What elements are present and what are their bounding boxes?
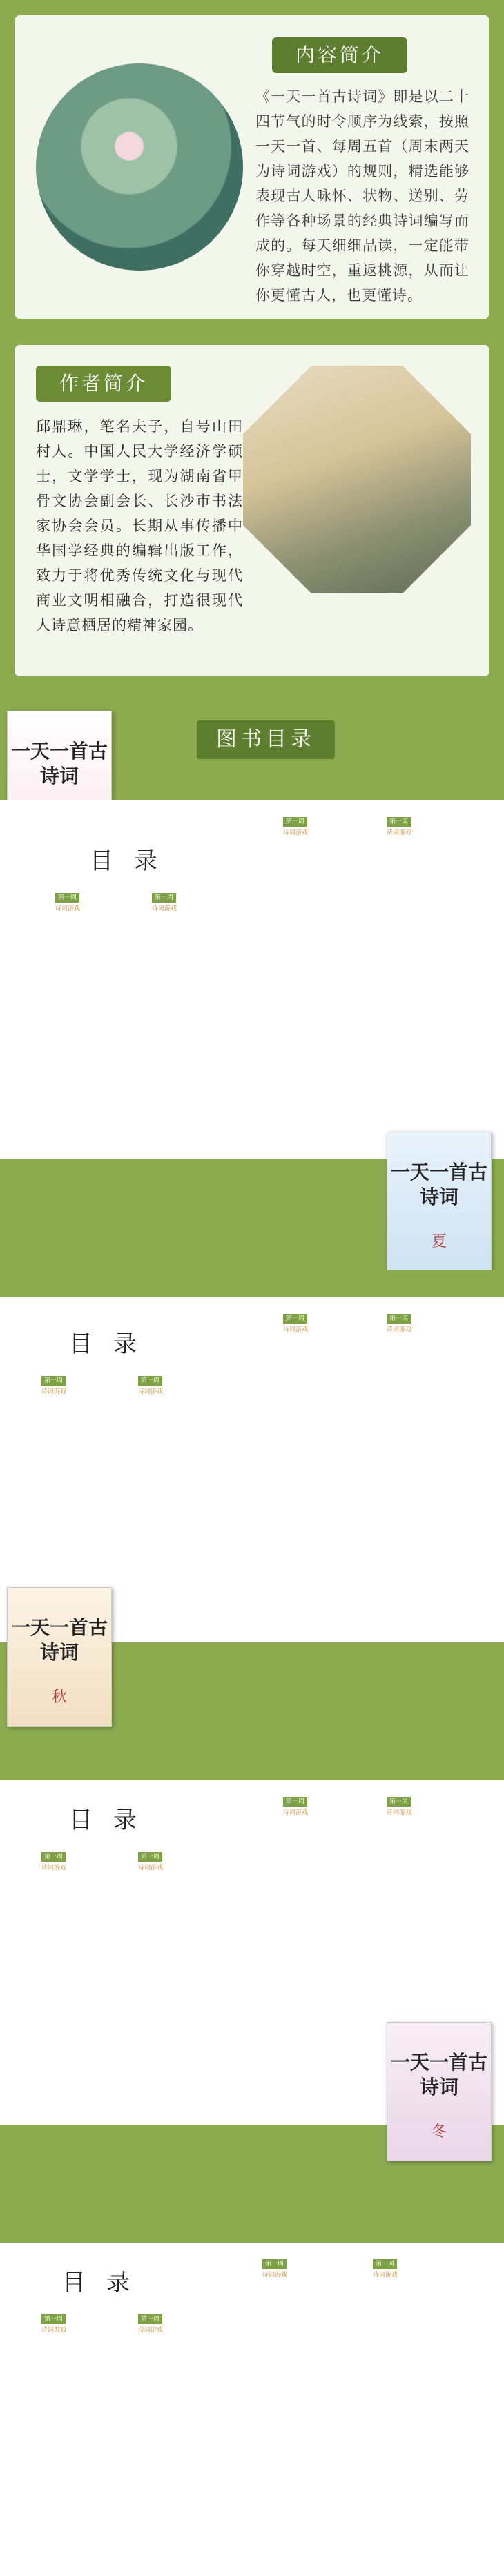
toc-column: 第一周 诗词游戏 — [387, 818, 412, 836]
toc-column: 第一周 诗词游戏 — [262, 2261, 288, 2279]
catalog-title: 图书目录 — [197, 720, 335, 759]
intro-title: 内容简介 — [272, 37, 407, 73]
toc-heading: 目录 — [90, 847, 178, 875]
toc-column: 第一周 诗词游戏 — [387, 1798, 412, 1816]
toc-column: 第一周 诗词游戏 — [41, 1854, 67, 1871]
toc-page-winter — [0, 2243, 504, 2576]
toc-column: 第一周 诗词游戏 — [283, 1798, 309, 1816]
toc-heading: 目录 — [69, 1330, 157, 1358]
lotus-image — [36, 63, 243, 271]
intro-panel — [15, 15, 489, 319]
toc-heading: 目录 — [69, 1807, 157, 1834]
book-title: 一天一首古诗词 — [10, 740, 108, 787]
divider — [0, 2215, 504, 2221]
toc-column: 第一周 诗词游戏 — [55, 894, 81, 912]
book-cover-winter — [387, 2022, 492, 2161]
toc-column: 第一周 诗词游戏 — [138, 2316, 164, 2334]
toc-column: 第一周 诗词游戏 — [138, 1854, 164, 1871]
book-season: 秋 — [51, 1689, 67, 1706]
book-title: 一天一首古诗词 — [390, 2051, 487, 2098]
toc-column: 第一周 诗词游戏 — [41, 2316, 67, 2334]
book-season: 夏 — [431, 1233, 447, 1250]
divider — [0, 1753, 504, 1758]
toc-column: 第一周 诗词游戏 — [41, 1377, 67, 1395]
divider — [0, 1270, 504, 1275]
toc-page-spring — [0, 800, 504, 1159]
author-text: 邱鼎琳，笔名夫子，自号山田村人。中国人民大学经济学硕士，文学学士，现为湖南省甲骨文协会副会长、长沙市书法家协会会员。长期从事传播中华国学经典的编辑出版工作，致力于将优秀传统文化与现代商业文明相融合，打造很现代人诗意栖居的精神家园。 — [36, 418, 243, 633]
author-title: 作者简介 — [36, 366, 171, 402]
toc-column: 第一周 诗词游戏 — [283, 1315, 309, 1333]
landscape-painting — [243, 366, 471, 593]
book-season: 冬 — [431, 2123, 447, 2141]
toc-column: 第一周 诗词游戏 — [387, 1315, 412, 1333]
toc-column: 第一周 诗词游戏 — [283, 818, 309, 836]
book-cover-autumn — [7, 1587, 112, 1727]
toc-heading: 目录 — [62, 2269, 151, 2297]
toc-column: 第一周 诗词游戏 — [152, 894, 177, 912]
book-cover-summer — [387, 1132, 492, 1271]
book-title: 一天一首古诗词 — [10, 1616, 108, 1664]
intro-text: 《一天一首古诗词》即是以二十四节气的时令顺序为线索，按照一天一首、每周五首（周末两天为诗词游戏）的规则，精选能够表现古人咏怀、状物、送别、劳作等各种场景的经典诗词编写而成的。每天细细品读，一定能带你穿越时空，重返桃源，从而让你更懂古人，也更懂诗。 — [255, 88, 469, 304]
toc-column: 第一周 诗词游戏 — [373, 2261, 398, 2279]
book-title: 一天一首古诗词 — [390, 1161, 487, 1208]
toc-column: 第一周 诗词游戏 — [138, 1377, 164, 1395]
author-panel — [15, 345, 489, 676]
